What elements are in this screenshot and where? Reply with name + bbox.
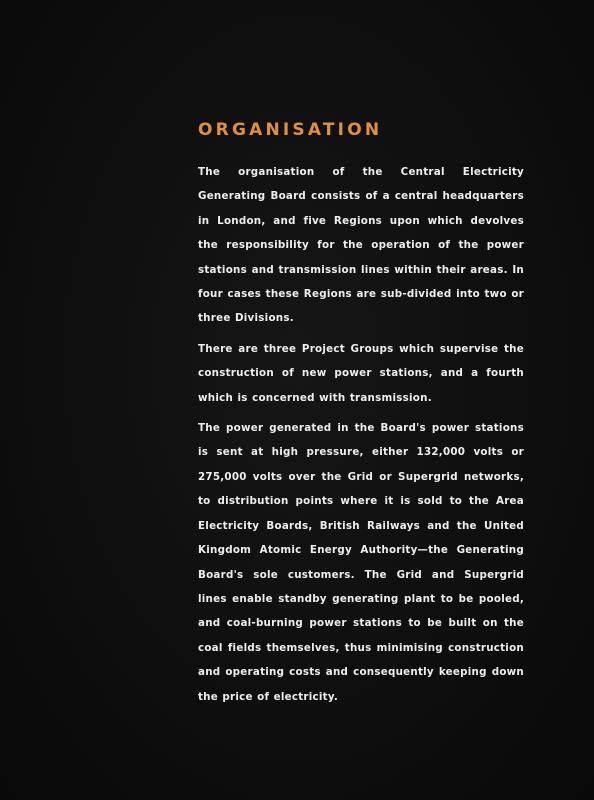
text-column: [198, 118, 524, 715]
paragraph-project-groups: There are three Project Groups which supervise the construction of new power stations, and a fourth which is concerned with transmission.: [198, 342, 524, 404]
paragraph-power-distribution: The power generated in the Board's power stations is sent at high pressure, either 132,000 volts or 275,000 volts over the Grid or Supergrid networks, to distribution points where it is sold to the Area Electricity Boards, British Railways and the United Kingdom Atomic Energy Authority—the Generating Board's sole customers. The Grid and Supergrid lines enable standby generating plant to be pooled, and coal-burning power stations to be built on the coal fields themselves, thus minimising construction and operating costs and consequently keeping down the price of electricity.: [198, 422, 524, 703]
paragraph-organisation: The organisation of the Central Electricity Generating Board consists of a central headquarters in London, and five Regions upon which devolves the responsibility for the operation of the power stations and transmission lines within their areas. In four cases these Regions are sub-divided into two or three Divisions.: [198, 166, 524, 325]
page-heading: ORGANISATION: [198, 120, 383, 140]
